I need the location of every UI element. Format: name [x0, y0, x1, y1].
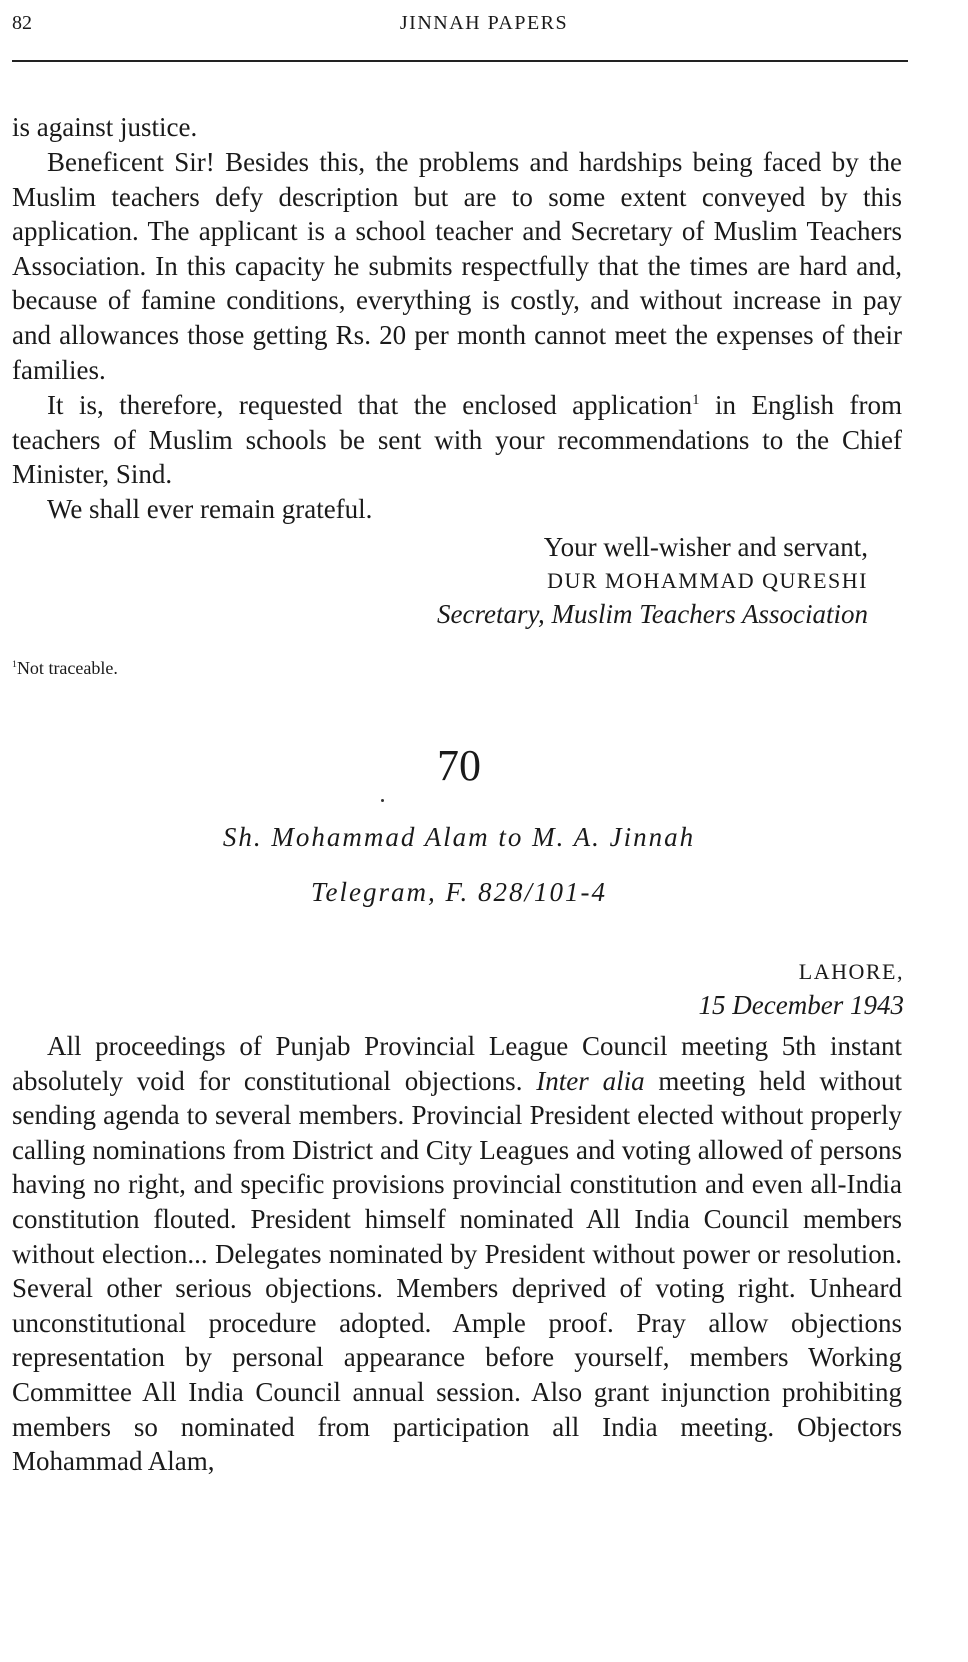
- footnote: [12, 658, 118, 679]
- closing-line: Your well-wisher and servant,: [543, 532, 868, 562]
- print-speck: [381, 799, 384, 802]
- paragraph-request: [12, 388, 902, 492]
- header-rule: [12, 60, 908, 62]
- continuation-text: is against justice.: [12, 112, 198, 142]
- document-heading: Sh. Mohammad Alam to M. A. Jinnah: [222, 822, 696, 852]
- paragraph-grateful: We shall ever remain grateful.: [47, 494, 373, 524]
- signatory-title: Secretary, Muslim Teachers Association: [437, 599, 868, 629]
- telegram-text-start: All proceedings of Punjab Provincial League Council meeting 5th instant absolutely void for constitutional objections.: [12, 1031, 902, 1096]
- dateline-date: 15 December 1943: [698, 990, 904, 1020]
- paragraph-beneficent: Beneficent Sir! Besides this, the problems and hardships being faced by the Muslim teachers defy description but are to some extent conveyed by this application. The applicant is a school teacher and Secretary of Muslim Teachers Association. In this capacity he submits respectfully that the times are hard and, because of famine conditions, everything is costly, and without increase in pay and allowances those getting Rs. 20 per month cannot meet the expenses of their families.: [12, 147, 902, 385]
- document-number: 70: [437, 741, 481, 790]
- signatory-name: DUR MOHAMMAD QURESHI: [547, 568, 868, 593]
- running-title: JINNAH PAPERS: [399, 12, 569, 34]
- request-text-start: It is, therefore, requested that the enclosed application: [47, 390, 693, 420]
- request-text-end: in English from teachers of Muslim schools be sent with your recommendations to the Chief Minister, Sind.: [12, 390, 902, 490]
- running-head: [0, 0, 968, 60]
- document-source: Telegram, F. 828/101-4: [310, 877, 608, 907]
- footnote-marker: 1: [12, 659, 17, 670]
- telegram-body: [12, 1029, 902, 1479]
- dateline-place: LAHORE,: [798, 959, 904, 984]
- footnote-text: Not traceable.: [16, 658, 118, 678]
- footnote-reference: 1: [692, 392, 700, 408]
- telegram-text-end: meeting held without sending agenda to several members. Provincial President elected without properly calling nominations from District and City Leagues and voting allowed of persons having no right, and specific provisions provincial constitution and even all-India constitution flouted. President himself nominated All India Council members without election... Delegates nominated by President without power or resolution. Several other serious objections. Members deprived of voting right. Unheard unconstitutional procedure adopted. Ample proof. Pray allow objections representation by personal appearance before yourself, members Working Committee All India Council annual session. Also grant injunction prohibiting members so nominated from participation all India meeting. Objectors Mohammad Alam,: [12, 1065, 902, 1477]
- telegram-italic-phrase: Inter alia: [536, 1065, 645, 1096]
- page-number: 82: [12, 12, 32, 34]
